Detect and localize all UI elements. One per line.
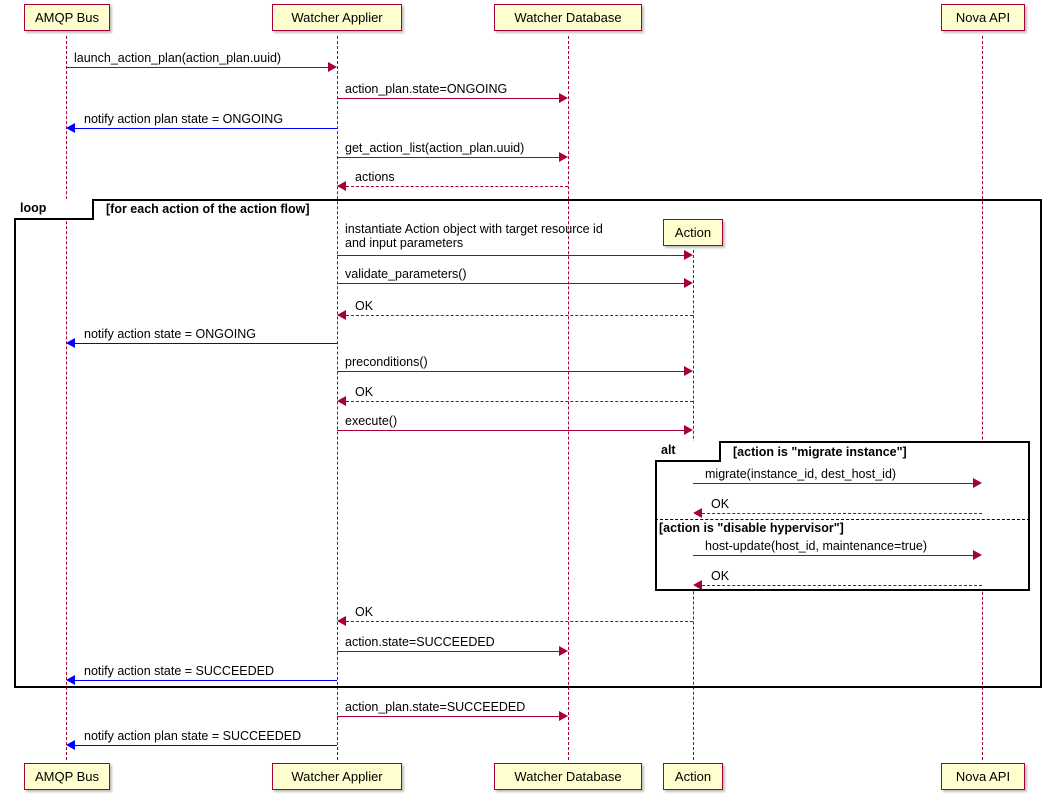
- message-label-launch-action-plan: launch_action_plan(action_plan.uuid): [74, 51, 282, 65]
- alt-frame-divider: [655, 519, 1030, 520]
- message-arrow-notify-plan-ongoing: [66, 123, 75, 133]
- message-label-actions: actions: [355, 170, 395, 184]
- message-arrow-preconditions: [684, 366, 693, 376]
- message-line-instantiate-action: [337, 255, 684, 256]
- message-arrow-instantiate-action: [684, 250, 693, 260]
- message-label-notify-action-succeeded: notify action state = SUCCEEDED: [84, 664, 275, 678]
- message-arrow-get-action-list: [559, 152, 568, 162]
- message-arrow-migrate: [973, 478, 982, 488]
- message-line-launch-action-plan: [66, 67, 328, 68]
- message-label-validate-parameters: validate_parameters(): [345, 267, 467, 281]
- message-arrow-plan-state-succeeded: [559, 711, 568, 721]
- message-arrow-action-plan-state-ongoing: [559, 93, 568, 103]
- message-arrow-execute: [684, 425, 693, 435]
- message-label-instantiate-action-line1: instantiate Action object with target resource id: [345, 222, 603, 236]
- message-line-plan-state-succeeded: [337, 716, 559, 717]
- message-line-migrate-ok: [702, 513, 982, 514]
- message-line-notify-action-succeeded: [75, 680, 337, 681]
- message-label-validate-ok: OK: [355, 299, 374, 313]
- message-line-preconditions: [337, 371, 684, 372]
- participant-amqp-bus-bottom[interactable]: AMQP Bus: [24, 763, 110, 790]
- message-label-execute: execute(): [345, 414, 398, 428]
- message-label-migrate-ok: OK: [711, 497, 730, 511]
- message-label-migrate: migrate(instance_id, dest_host_id): [705, 467, 897, 481]
- message-line-notify-plan-ongoing: [75, 128, 337, 129]
- message-label-notify-action-ongoing: notify action state = ONGOING: [84, 327, 256, 341]
- loop-frame-condition: [for each action of the action flow]: [106, 202, 310, 216]
- message-line-notify-action-ongoing: [75, 343, 337, 344]
- participant-watcher-database-top[interactable]: Watcher Database: [494, 4, 642, 31]
- message-label-host-update: host-update(host_id, maintenance=true): [705, 539, 928, 553]
- message-label-notify-plan-ongoing: notify action plan state = ONGOING: [84, 112, 284, 126]
- participant-watcher-applier-top[interactable]: Watcher Applier: [272, 4, 402, 31]
- message-line-action-plan-state-ongoing: [337, 98, 559, 99]
- participant-watcher-applier-bottom[interactable]: Watcher Applier: [272, 763, 402, 790]
- message-line-migrate: [693, 483, 973, 484]
- message-arrow-validate-parameters: [684, 278, 693, 288]
- alt-frame-condition: [action is "migrate instance"]: [733, 445, 907, 459]
- message-arrow-preconditions-ok: [337, 396, 346, 406]
- message-arrow-host-update-ok: [693, 580, 702, 590]
- alt-frame-tab: [655, 441, 721, 462]
- message-line-preconditions-ok: [346, 401, 693, 402]
- message-label-instantiate-action: [345, 222, 603, 250]
- message-line-validate-ok: [346, 315, 693, 316]
- message-line-action-state-succeeded: [337, 651, 559, 652]
- message-arrow-notify-action-ongoing: [66, 338, 75, 348]
- message-line-execute: [337, 430, 684, 431]
- message-arrow-action-state-succeeded: [559, 646, 568, 656]
- message-arrow-notify-action-succeeded: [66, 675, 75, 685]
- participant-watcher-database-bottom[interactable]: Watcher Database: [494, 763, 642, 790]
- message-arrow-actions: [337, 181, 346, 191]
- message-label-notify-plan-succeeded: notify action plan state = SUCCEEDED: [84, 729, 302, 743]
- message-label-host-update-ok: OK: [711, 569, 730, 583]
- message-arrow-launch-action-plan: [328, 62, 337, 72]
- participant-amqp-bus-top[interactable]: AMQP Bus: [24, 4, 110, 31]
- message-arrow-execute-ok: [337, 616, 346, 626]
- message-line-validate-parameters: [337, 283, 684, 284]
- message-arrow-notify-plan-succeeded: [66, 740, 75, 750]
- message-line-host-update-ok: [702, 585, 982, 586]
- message-arrow-host-update: [973, 550, 982, 560]
- alt-frame-else-condition: [action is "disable hypervisor"]: [659, 521, 844, 535]
- participant-action-bottom[interactable]: Action: [663, 763, 723, 790]
- message-line-execute-ok: [346, 621, 693, 622]
- message-label-execute-ok: OK: [355, 605, 374, 619]
- participant-nova-api-bottom[interactable]: Nova API: [941, 763, 1025, 790]
- message-label-action-plan-state-ongoing: action_plan.state=ONGOING: [345, 82, 508, 96]
- message-line-notify-plan-succeeded: [75, 745, 337, 746]
- message-line-host-update: [693, 555, 973, 556]
- loop-frame-keyword: loop: [20, 201, 47, 215]
- message-arrow-validate-ok: [337, 310, 346, 320]
- message-arrow-migrate-ok: [693, 508, 702, 518]
- message-label-preconditions-ok: OK: [355, 385, 374, 399]
- alt-frame-keyword: alt: [661, 443, 676, 457]
- participant-action-created[interactable]: Action: [663, 219, 723, 246]
- message-label-action-state-succeeded: action.state=SUCCEEDED: [345, 635, 495, 649]
- message-label-preconditions: preconditions(): [345, 355, 428, 369]
- message-line-actions: [346, 186, 568, 187]
- message-label-plan-state-succeeded: action_plan.state=SUCCEEDED: [345, 700, 526, 714]
- loop-frame-tab: [14, 199, 94, 220]
- message-label-get-action-list: get_action_list(action_plan.uuid): [345, 141, 525, 155]
- message-label-instantiate-action-line2: and input parameters: [345, 236, 464, 250]
- message-line-get-action-list: [337, 157, 559, 158]
- participant-nova-api-top[interactable]: Nova API: [941, 4, 1025, 31]
